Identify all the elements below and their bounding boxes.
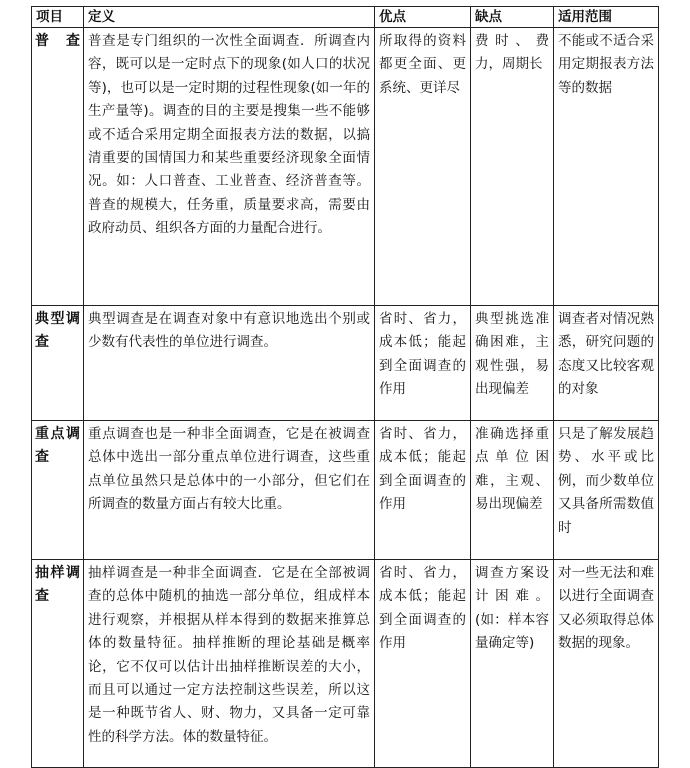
header-cons: 缺点 [471,7,554,28]
row-scope: 对一些无法和难以进行全面调查又必须取得总体数据的现象。 [554,560,659,768]
row-definition: 普查是专门组织的一次性全面调查．所调查内容，既可以是一定时点下的现象(如人口的状况等)，也可以是一定时期的过程性现象(如一年的生产量等)。调查的目的主要是搜集一些不能够或不适合采用定期全面报表方法的数据，以搞清重要的国情国力和某些重要经济现象全面情况。如：人口普查、工业普查、经济普查等。普查的规模大，任务重，质量要求高，需要由政府动员、组织各方面的力量配合进行。 [84,28,375,306]
row-pros: 所取得的资料都更全面、更系统、更详尽 [375,28,471,306]
row-scope: 不能或不适合采用定期报表方法等的数据 [554,28,659,306]
row-definition: 抽样调查是一种非全面调查．它是在全部被调查的总体中随机的抽选一部分单位，组成样本进行观察，并根据从样本得到的数据来推算总体的数量特征。抽样推断的理论基础是概率论，它不仅可以估计出抽样推断误差的大小，而且可以通过一定方法控制这些误差，所以这是一种既节省人、财、物力，又具备一定可靠性的科学方法。体的数量特征。 [84,560,375,768]
row-item-sampling: 抽样调查 [32,560,84,768]
row-definition: 典型调查是在调查对象中有意识地选出个别或少数有代表性的单位进行调查。 [84,306,375,421]
table-row [32,560,659,768]
row-definition: 重点调查也是一种非全面调查，它是在被调查总体中选出一部分重点单位进行调查，这些重点单位虽然只是总体中的一小部分，但它们在所调查的数量方面占有较大比重。 [84,421,375,560]
survey-comparison-table [31,6,659,768]
row-cons: 准确选择重点单位困难，主观、易出现偏差 [471,421,554,560]
row-cons: 费时、费力，周期长 [471,28,554,306]
row-pros: 省时、省力，成本低；能起到全面调查的作用 [375,560,471,768]
table-row [32,306,659,421]
row-item-key-point: 重点调查 [32,421,84,560]
header-scope: 适用范围 [554,7,659,28]
row-cons: 典型挑选准确困难，主观性强，易出现偏差 [471,306,554,421]
header-item: 项目 [32,7,84,28]
row-pros: 省时、省力，成本低；能起到全面调查的作用 [375,421,471,560]
table-row [32,421,659,560]
row-item-census: 普查 [32,28,84,306]
header-pros: 优点 [375,7,471,28]
row-item-typical: 典型调查 [32,306,84,421]
row-cons: 调查方案设计困难。(如：样本容量确定等) [471,560,554,768]
table-row [32,28,659,306]
header-definition: 定义 [84,7,375,28]
row-scope: 只是了解发展趋势、水平或比例，而少数单位又具备所需数值时 [554,421,659,560]
header-row [32,7,659,28]
row-scope: 调查者对情况熟悉，研究问题的态度又比较客观的对象 [554,306,659,421]
row-pros: 省时、省力，成本低；能起到全面调查的作用 [375,306,471,421]
